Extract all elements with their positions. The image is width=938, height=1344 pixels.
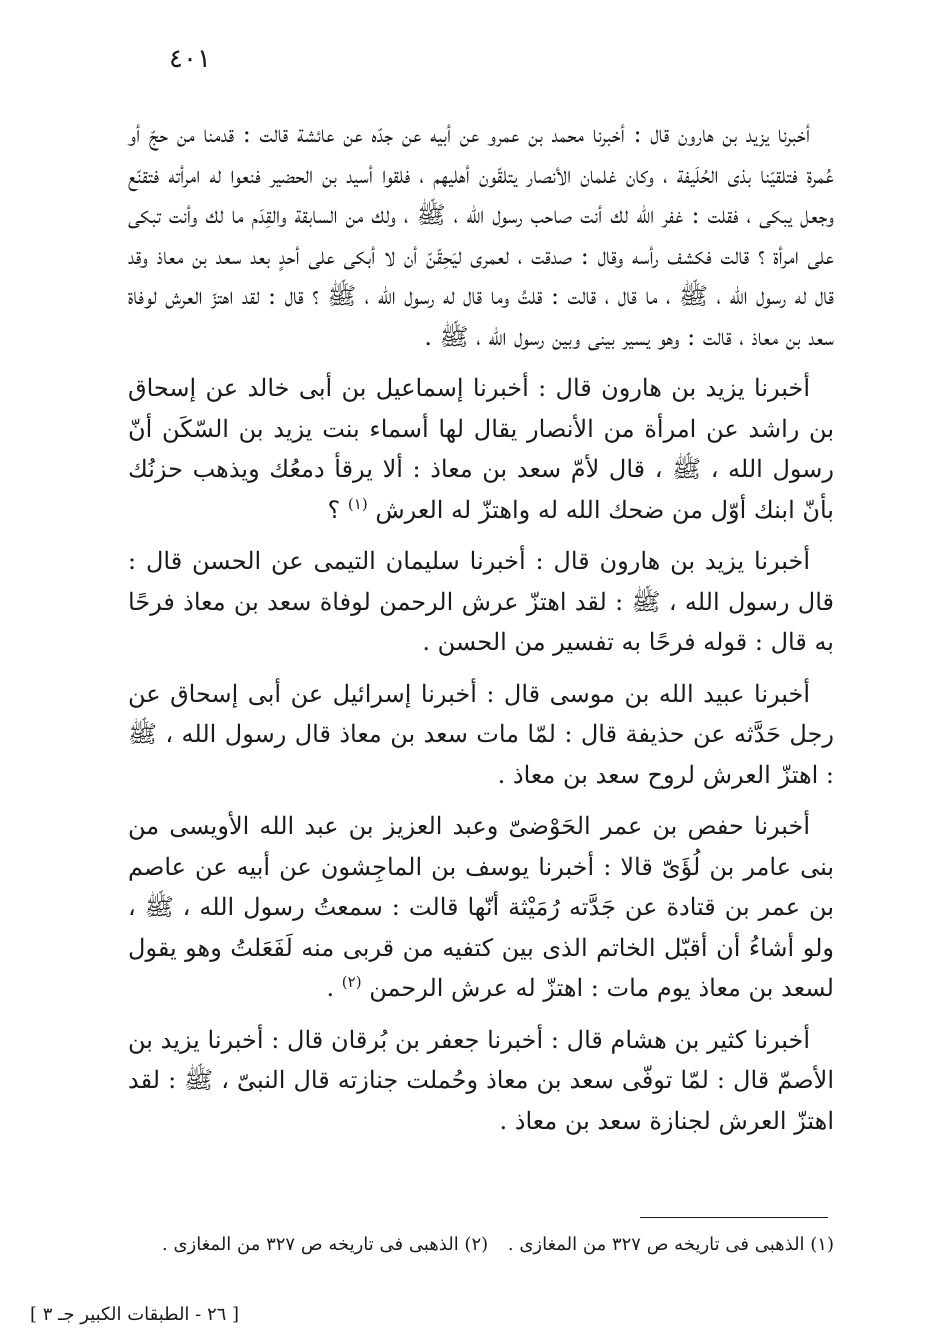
paragraph-5 [128,806,834,1009]
footnote-1: (١) الذهبى فى تاريخه ص ٣٢٧ من المغازى . [507,1234,834,1255]
paragraph-4-text: أخبرنا عبيد الله بن موسى قال : أخبرنا إسرائيل عن أبى إسحاق عن رجل حَدَّثه عن حذيفة قال : لمّا مات سعد بن معاذ قال رسول الله ، ﷺ : اهتزّ العرش لروح سعد بن معاذ . [128,679,834,789]
signature-mark: [ ٢٦ - الطبقات الكبير جـ ٣ ] [30,1304,240,1325]
main-text [128,114,834,1152]
paragraph-3 [128,541,834,663]
paragraph-2-tail: ؟ [327,495,348,524]
paragraph-5-tail: . [326,974,342,1002]
paragraph-2-text: أخبرنا يزيد بن هارون قال : أخبرنا إسماعيل بن أبى خالد عن إسحاق بن راشد عن امرأة من الأنصار يقال لها أسماء بنت يزيد بن السّكَن أنّ رسول الله ، ﷺ ، قال لأمّ سعد بن معاذ : ألا يرقأ دمعُك ويذهب حزنُك بأنّ ابنك أوّل من ضحك الله له واهتزّ له العرش [128,374,834,524]
footnote-ref-2[interactable]: (٢) [341,973,362,991]
page-number: ٤٠١ [169,44,211,74]
paragraph-2 [128,368,834,530]
paragraph-6-text: أخبرنا كثير بن هشام قال : أخبرنا جعفر بن بُرقان قال : أخبرنا يزيد بن الأصمّ قال : لمّا توفّى سعد بن معاذ وحُملت جنازته قال النبىّ ، ﷺ : لقد اهتزّ العرش لجنازة سعد بن معاذ . [128,1025,834,1135]
footnote-ref-1[interactable]: (١) [347,494,368,513]
footnote-divider [640,1217,828,1218]
paragraph-1-text: أخبرنا يزيد بن هارون قال : أخبرنا محمد بن عمرو عن أبيه عن جدّه عن عائشة قالت : قدمنا من حجّ أو عُمرة فتلقيّنا بذى الحُلَيفة ، وكان غلمان الأنصار يتلقّون أهليهم ، فلقوا أسيد بن الحضير فنعوا له امرأته فتقنّع وجعل يبكى ، فقلت : غفر الله لك أنت صاحب رسول الله ، ﷺ ، ولك من السابقة والقِدَم ما لك وأنت تبكى على امرأة ؟ قالت فكشف رأسه وقال : صدقت ، لعمرى ليَحِقّنّ أن لا أبكى على أحدٍ بعد سعد بن معاذ وقد قال له رسول الله ، ﷺ ، ما قال ، قالت : قلتُ وما قال له رسول الله ، ﷺ ؟ قال : لقد اهتزّ العرش لوفاة سعد بن معاذ ، قالت : وهو يسير بينى وبين رسول الله ، ﷺ . [128,120,834,351]
paragraph-6 [128,1020,834,1142]
paragraph-5-text: أخبرنا حفص بن عمر الحَوْضىّ وعبد العزيز بن عبد الله الأويسى من بنى عامر بن لُؤَىّ قالا : أخبرنا يوسف بن الماجِشون عن أبيه عن عاصم بن عمر بن قتادة عن جَدَّته رُمَيْثة أنّها قالت : سمعتُ رسول الله ، ﷺ ، ولو أشاءُ أن أقبّل الخاتم الذى بين كتفيه من قربى منه لَفَعَلتُ وهو يقول لسعد بن معاذ يوم مات : اهتزّ له عرش الرحمن [128,812,834,1002]
paragraph-1 [128,114,834,357]
paragraph-3-text: أخبرنا يزيد بن هارون قال : أخبرنا سليمان التيمى عن الحسن قال : قال رسول الله ، ﷺ : لقد اهتزّ عرش الرحمن لوفاة سعد بن معاذ فرحًا به قال : قوله فرحًا به تفسير من الحسن . [128,547,834,656]
footnote-2: (٢) الذهبى فى تاريخه ص ٣٢٧ من المغازى . [162,1234,489,1255]
paragraph-4 [128,674,834,796]
footnotes [128,1232,834,1258]
